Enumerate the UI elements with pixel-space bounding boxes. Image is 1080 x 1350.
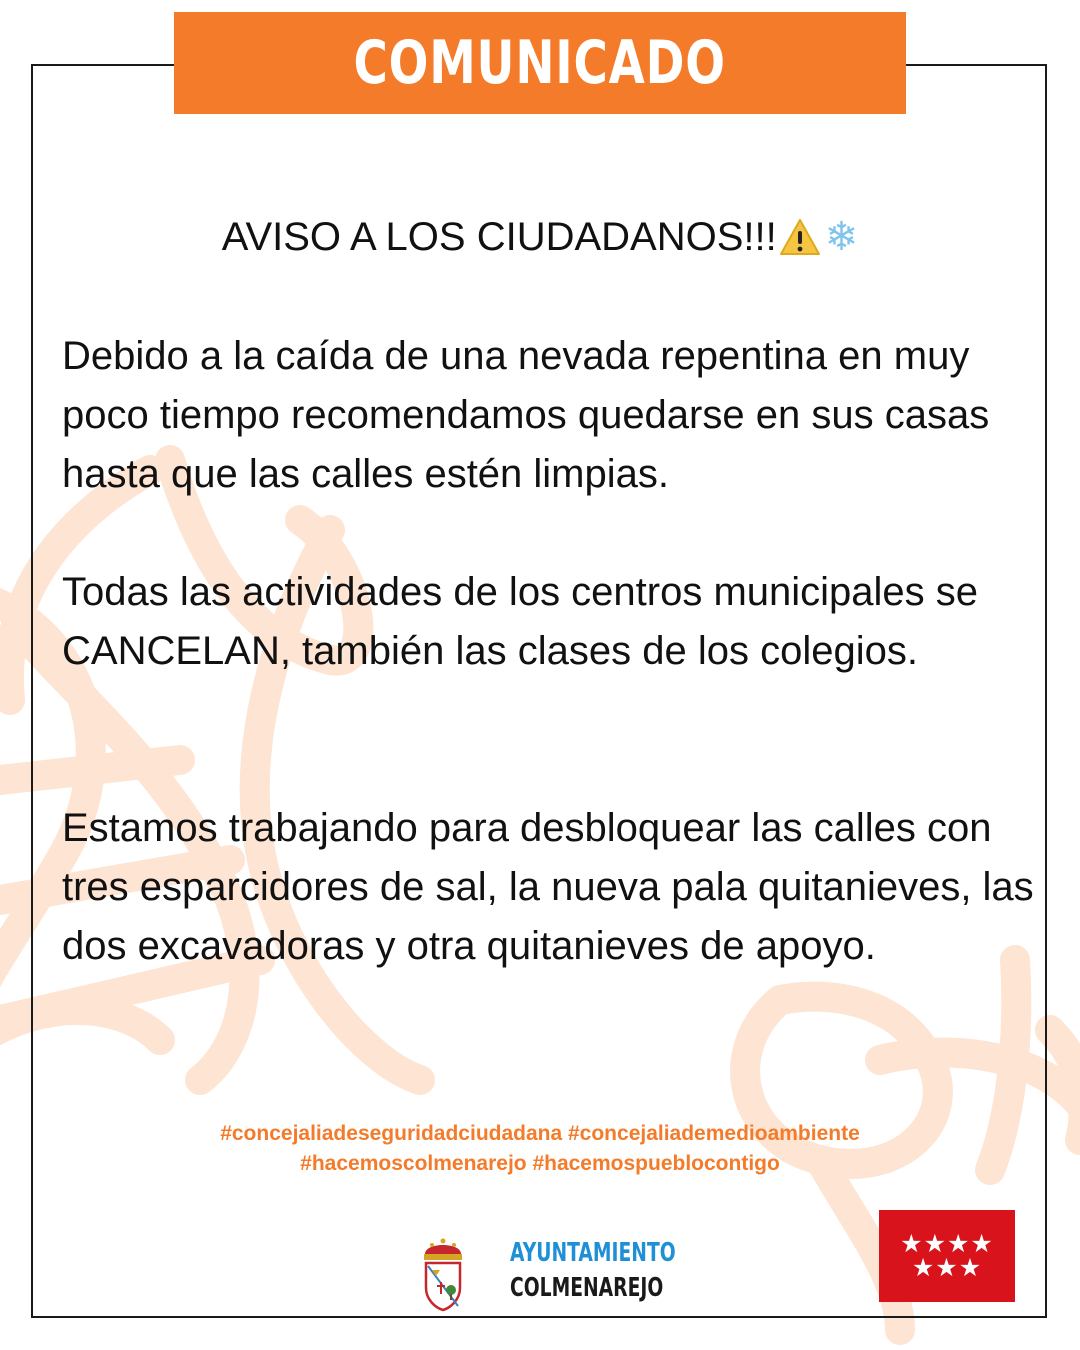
flag-stars-top: ★★★★ (900, 1230, 994, 1258)
hashtags-line-2: #hacemoscolmenarejo #hacemospueblocontigo (300, 1152, 780, 1175)
paragraph-street-work: Estamos trabajando para desbloquear las calles con tres esparcidores de sal, la nueva pala quitanieves, las dos excavadoras y otra quitanieves de apoyo. (62, 806, 1034, 968)
header-banner (174, 12, 906, 114)
header-title: COMUNICADO (353, 28, 727, 98)
headline-text: AVISO A LOS CIUDADANOS!!! (221, 215, 777, 259)
hashtags-line-1: #concejaliadeseguridadciudadana #concejaliademedioambiente (220, 1122, 860, 1145)
organization-name-line-2: COLMENAREJO (510, 1273, 664, 1303)
headline (0, 214, 1080, 260)
paragraph-snow-warning: Debido a la caída de una nevada repentina en muy poco tiempo recomendamos quedarse en sus casas hasta que las calles estén limpias. (62, 334, 990, 496)
comunidad-de-madrid-flag-icon (879, 1210, 1015, 1302)
colmenarejo-crest-icon (420, 1236, 466, 1312)
paragraph-cancellations: Todas las actividades de los centros municipales se CANCELAN, también las clases de los colegios. (62, 570, 979, 673)
hashtags (0, 1119, 1080, 1179)
organization-name-line-1: AYUNTAMIENTO (510, 1238, 676, 1268)
warning-icon (779, 218, 821, 256)
flag-stars-bottom: ★★★ (911, 1254, 983, 1282)
snowflake-icon: ❄ (824, 215, 859, 259)
